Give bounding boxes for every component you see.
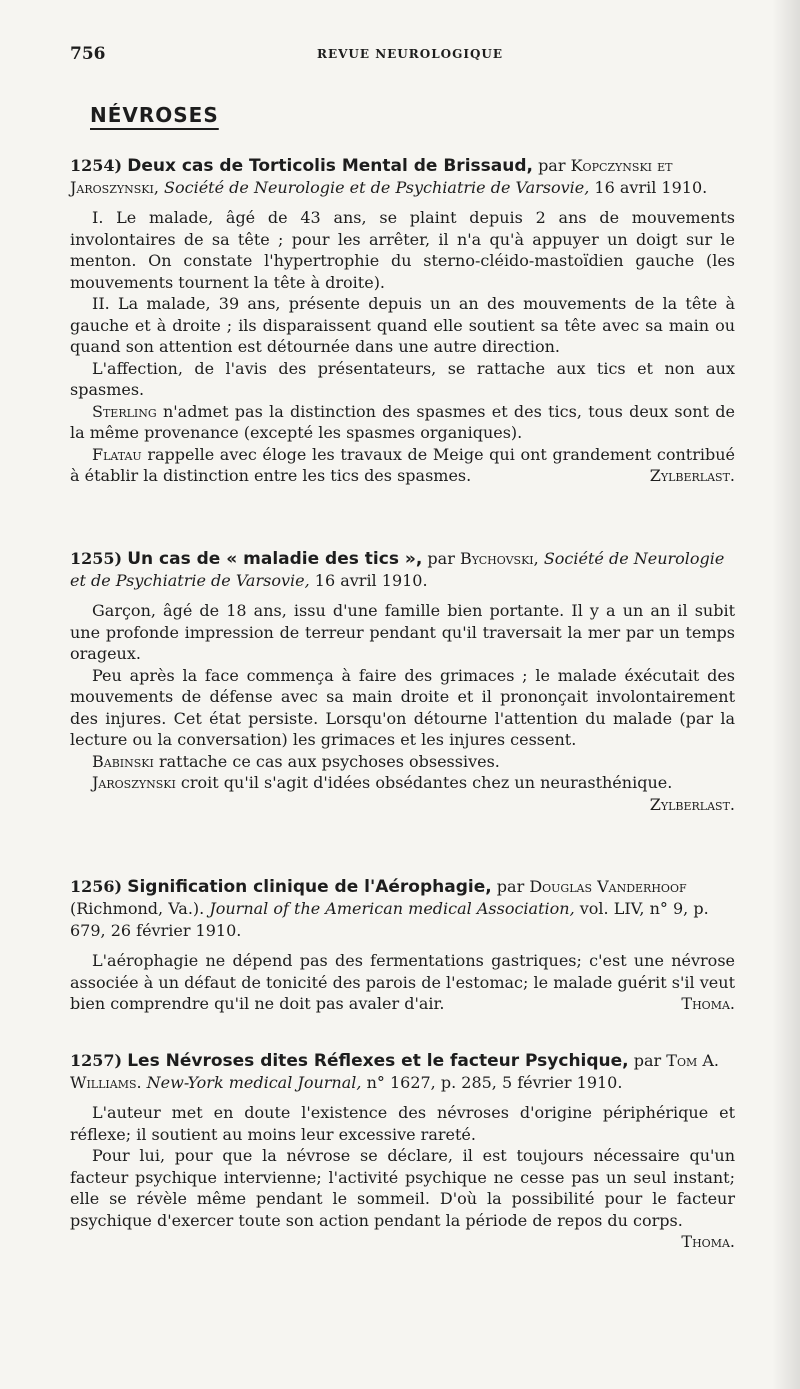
section-title: NÉVROSES: [90, 103, 219, 127]
article-body: [70, 950, 735, 1015]
paragraph-text: rappelle avec éloge les travaux de Meige qui ont grandement contribué à établir la distinction entre les tics des spasmes.: [70, 444, 735, 485]
cited-author: Jaroszynski: [92, 773, 176, 792]
paragraph: [70, 751, 735, 773]
paragraph: L'auteur met en doute l'existence des névroses d'origine périphérique et réflexe; il soutient au moins leur excessive rareté.: [70, 1103, 735, 1144]
article-source: New-York medical Journal,: [146, 1073, 362, 1092]
article-authors: Kopczynski et Jaroszynski,: [70, 156, 673, 197]
article-authors: Douglas Vanderhoof: [529, 877, 687, 896]
paragraph-text: n'admet pas la distinction des spasmes et des tics, tous deux sont de la même provenance (excepté les spasmes organiques).: [70, 401, 735, 442]
article-authors: Bychovski,: [459, 549, 539, 568]
article-heading: [70, 1050, 735, 1094]
article-number: 1257): [70, 1051, 123, 1070]
article-body: [70, 1102, 735, 1253]
article-body: [70, 207, 735, 487]
paragraph-text: rattache ce cas aux psychoses obsessives.: [153, 751, 500, 771]
article-title: Un cas de « maladie des tics »,: [127, 549, 423, 569]
paragraph: I. Le malade, âgé de 43 ans, se plaint depuis 2 ans de mouvements involontaires de sa tête ; pour les arrêter, il n'a qu'à appuyer un doigt sur le menton. On constate l'hypertrophie du sterno-cléido-mastoïdien gauche (les mouvements tournent la tête à droite).: [70, 208, 735, 292]
article-number: 1256): [70, 877, 123, 896]
journal-name: REVUE NEUROLOGIQUE: [316, 47, 504, 61]
article-title: Les Névroses dites Réflexes et le facteur Psychique,: [127, 1051, 629, 1071]
article-number: 1255): [70, 549, 123, 568]
paragraph: Pour lui, pour que la névrose se déclare, il est toujours nécessaire qu'un facteur psychique intervienne; l'activité psychique ne cesse pas un seul instant; elle se révèle même pendant le sommeil. D'où la possibilité pour le facteur psychique d'exercer toute son action pendant la période de repos du corps.: [70, 1146, 735, 1230]
cited-author: Sterling: [92, 401, 157, 421]
article-source: Journal of the American medical Association,: [209, 899, 575, 918]
paragraph: II. La malade, 39 ans, présente depuis un an des mouvements de la tête à gauche et à droite ; ils disparaissent quand elle soutient sa tête avec sa main ou quand son attention est détournée dans une autre direction.: [70, 294, 735, 356]
article-title: Deux cas de Torticolis Mental de Brissaud,: [127, 156, 533, 176]
article-details: vol. LIV, n° 9, p. 679, 26 février 1910.: [70, 899, 709, 940]
article-heading: [70, 155, 735, 199]
article-by: par: [633, 1051, 662, 1070]
article-heading: [70, 548, 735, 592]
article-by: par: [496, 877, 525, 896]
article-number: 1254): [70, 156, 123, 175]
article-by: par: [427, 549, 455, 568]
article-source: Société de Neurologie et de Psychiatrie de Varsovie,: [164, 178, 590, 197]
cited-author: Flatau: [92, 444, 142, 464]
article-date: 16 avril 1910.: [594, 178, 708, 197]
running-head: [70, 44, 750, 68]
article-by: par: [538, 156, 566, 175]
signature: Zylberlast.: [649, 466, 735, 485]
paragraph: Peu après la face commença à faire des grimaces ; le malade éxécutait des mouvements de défense avec sa main droite et il prononçait involontairement des injures. Cet état persiste. Lorsqu'on détourne l'attention du malade (par la lecture ou la conversation) les grimaces et les injures cessent.: [70, 665, 735, 749]
paragraph-text: croit qu'il s'agit d'idées obsédantes chez un neurasthénique.: [175, 773, 673, 792]
article-1254: [70, 155, 735, 487]
signature: Thoma.: [681, 994, 735, 1013]
article-heading: [70, 876, 735, 942]
article-source: Société de Neurologie et de Psychiatrie de Varsovie,: [70, 549, 725, 590]
signature: Thoma.: [681, 1232, 735, 1251]
article-body: [70, 600, 735, 815]
paragraph: [70, 772, 735, 794]
paragraph: [70, 950, 735, 1015]
paragraph: [70, 444, 735, 487]
signature: Zylberlast.: [649, 794, 735, 814]
article-1257: [70, 1050, 735, 1253]
page-edge-shadow: [772, 0, 800, 1389]
paragraph: [70, 401, 735, 444]
article-details: n° 1627, p. 285, 5 février 1910.: [366, 1073, 623, 1092]
cited-author: Babinski: [92, 751, 154, 771]
article-title: Signification clinique de l'Aérophagie,: [127, 877, 492, 897]
paragraph: Garçon, âgé de 18 ans, issu d'une famille bien portante. Il y a un an il subit une profonde impression de terreur pendant qu'il traversait la mer par un temps orageux.: [70, 601, 735, 663]
article-affiliation: (Richmond, Va.).: [70, 899, 205, 918]
page-number: 756: [70, 44, 106, 64]
paragraph: L'affection, de l'avis des présentateurs, se rattache aux tics et non aux spasmes.: [70, 358, 735, 399]
paragraph-text: L'aérophagie ne dépend pas des fermentations gastriques; c'est une névrose associée à un défaut de tonicité des parois de l'estomac; le malade guérit s'il veut bien comprendre qu'il ne doit pas avaler d'air.: [70, 951, 735, 1013]
article-1255: [70, 548, 735, 815]
article-authors: Tom A. Williams.: [70, 1051, 719, 1092]
article-1256: [70, 876, 735, 1015]
article-date: 16 avril 1910.: [314, 571, 428, 590]
